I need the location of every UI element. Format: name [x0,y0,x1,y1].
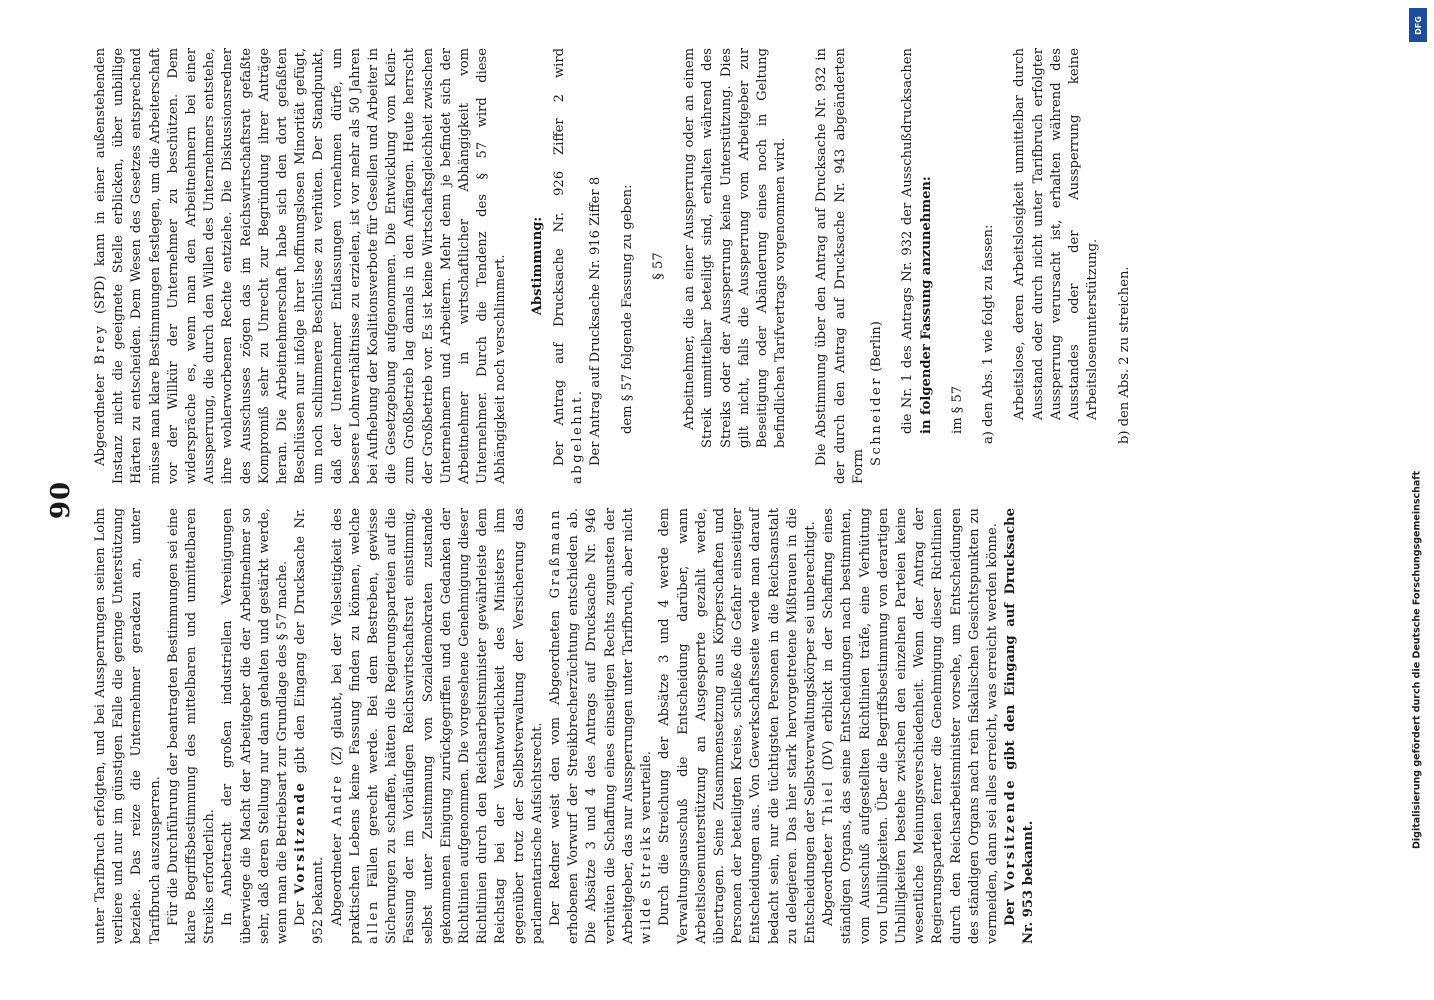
emphasis: in folgender Fassung anzunehmen: [918,176,934,434]
paragraph: unter Tarifbruch erfolgten, und bei Aussperrungen seinen Lohn verliere und nur im günstigen Falle die geringe Unterstützung beziehe. Das reize die Unternehmer geradezu an, unter Tarifbruch auszusperren. [93,508,163,944]
caption-text: Digitalisierung gefördert durch die Deutsche Forschungsgemeinschaft [1411,471,1423,849]
speaker-name: Thiel [821,779,837,826]
text: Abgeordneter [93,374,108,466]
paragraph [1002,508,1038,944]
paragraph: Durch die Streichung der Absätze 3 und 4 werde dem Verwaltungsausschuß die Entscheidung darüber, wann Arbeitslosenunterstützung an Ausgesperrte gezahlt werde, übertragen. Seine Zusammensetzung aus Körperschaften und Personen der beteiligten Kreise, schließe die Gefahr einseitiger Entscheidungen aus. Von Gewerkschaftsseite werde man darauf bedacht sein, nur die tüchtigsten Personen in die Reichsanstalt zu delegieren. Das hier stark hervorgetretene Mißtrauen in die Entscheidungen der Selbstverwaltungskörper sei unberechtigt. [657,508,818,944]
speaker-name: Vorsitzende [293,780,309,894]
spacer [511,48,521,484]
paragraph: Der Antrag auf Drucksache Nr. 916 Ziffer 8 [588,176,604,466]
text: verurteile. [639,750,655,821]
text: Fällen gerecht werde. Bei dem Bestreben, gewisse Sicherungen zu schaffen, hätten die Regierungsparteien auf die Fassung der im Vorläufigen Reichswirtschaftsrat einstimmig, selbst unter Zustimmung von Sozialdemokraten zustande gekommenen Einigung zurückgegriffen und den Gedanken der Richtlinien aufgenommen. Die vorgesehene Genehmigung dieser Richtlinien durch den Reichsarbeitsminister gewährleiste dem Reichstag bei der Verantwortlichkeit des Ministers ihm gegenüber trotz der Selbstverwaltung der Versicherung das parlamentarische Aufsichtsrecht. [366,508,545,944]
paragraph: Die Abstimmung über den Antrag auf Drucksache Nr. 932 in der durch den Antrag auf Drucksache Nr. 943 abgeänderten Form [814,48,866,484]
section-heading: Abstimmung: [529,216,545,316]
left-column [92,508,1039,944]
section-mark: § 57 [650,252,666,280]
text: (Z) glaubt, bei der Vielseitigkeit des praktischen Lebens keine Fassung finden zu können, welche [329,508,363,944]
spacer [803,48,813,484]
speaker-name: Graßmann [548,508,564,599]
paragraph [868,48,886,484]
page-number: 90 [46,480,76,520]
emphasis: allen [366,899,382,944]
text: die Nr. 1 des Antrags Nr. 932 der Ausschußdrucksachen [900,48,916,434]
speaker-name: Brey [93,323,108,365]
law-text: Arbeitnehmer, die an einer Aussperrung oder an einem Streik unmittelbar beteiligt sind, erhalten während des Streiks oder der Aussperrung keine Unterstützung. Dies gilt nicht, falls die Aussperrung vom Arbeitgeber zur Beseitigung oder Abänderung eines noch in Geltung befindlichen Tarifvertrags vorgenommen wird. [682,48,789,448]
text: (DV) erblickt in der Schaffung eines ständigen Organs, das seine Entscheidungen nach bestimmten, vom Ausschuß aufgestellten Richtlinien träfe, eine Verhütung von Unbilligkeiten. Über die Begriffsbestimmung von derartigen Unbilligkeiten bestehe zwischen den einzelnen Parteien keine wesentliche Meinungsverschiedenheit. Wenn der Antrag der Regierungsparteien ferner die Genehmigung dieser Richtlinien durch den Reichsarbeitsminister vorsehe, um Entscheidungen des ständigen Organs nach rein fiskalischen Gesichtspunkten zu vermeiden, dann sei alles erreicht, was erreicht werden könne. [821,508,1000,944]
speaker-name: Schneider [869,376,885,466]
text: Der [1003,899,1019,926]
text: (Berlin) [869,321,885,372]
list-item: a) den Abs. 1 wie folgt zu fassen: [981,224,997,444]
text: gibt den Eingang der Drucksache Nr. 952 bekannt. [293,508,327,944]
text: Abgeordneter [329,834,345,926]
emphasis: abgelehnt. [570,388,586,484]
paragraph [92,48,511,484]
paragraph [292,508,328,944]
paragraph [329,508,547,944]
text: Der [293,901,309,926]
dfg-logo-icon [1409,8,1427,42]
watermark-strip [1400,0,1434,1000]
speaker-name: Andre [329,773,345,827]
paragraph: In Anbetracht der großen industriellen Vereinigungen überwiege die Macht der Arbeitgeber die der Arbeitnehmer so sehr, daß deren Stellung nur dann gehalten und gestärkt werde, wenn man die Betriebsart zur Grundlage des § 57 mache. [220,508,291,944]
paragraph [551,48,587,484]
logo-text: DFG [1413,15,1423,35]
list-item-body: Arbeitslose, deren Arbeitslosigkeit unmittelbar durch Ausstand oder durch nicht unter Tarifbruch erfolgter Aussperrung verursacht ist, erhalten während des Ausstandes oder der Aussperrung keine Arbeitslosenunterstützung. [1012,48,1101,420]
text: gibt den Eingang auf Drucksache Nr. 953 bekannt. [1003,508,1037,944]
list-item: b) den Abs. 2 zu streichen. [1116,266,1132,444]
paragraph [820,508,1002,944]
text: Abgeordneter [821,834,837,926]
paragraph [899,48,935,434]
paragraph: dem § 57 folgende Fassung zu geben: [619,184,635,434]
speaker-name: Vorsitzende [1003,777,1019,892]
text: erhobenen Vorwurf der Streikbrecherzüchtung entschieden ab. Die Absätze 3 und 4 des Antrags auf Drucksache Nr. 946 verhüten die Schaffung eines einseitigen Rechts zugunsten der Arbeitgeber, das nur Aussperrungen unter Tarifbruch, aber nicht [566,508,636,944]
emphasis: wilde Streiks [639,824,655,944]
text: Der Antrag auf Drucksache Nr. 926 Ziffer 2 wird [551,48,567,466]
watermark-caption [1408,360,1426,960]
paragraph [547,508,656,944]
right-column [92,48,1147,484]
paragraph: Für die Durchführung der beantragten Bestimmungen sei eine klare Begriffsbestimmung des mittelbaren und unmittelbaren Streiks erforderlich. [165,508,218,944]
text: (SPD) kann in einer außenstehenden Instanz nicht die geeignete Stelle erblicken, über unbillige Härten zu entscheiden. Dem Wesen des Gesetzes entsprechend müsse man klare Bestimmungen festlegen, um die Arbeiterschaft vor der Willkür der Unternehmer zu beschützen. Dem widerspräche es, wenn man den Arbeitnehmern bei einer Aussperrung, die durch den Willen des Unternehmers entstehe, ihre wohlerworbenen Rechte entziehe. Die Diskussionsredner des Ausschusses zögen das im Reichswirtschaftsrat gefaßte Kompromiß sehr zu Unrecht zur Begründung ihrer Anträge heran. Die Arbeitnehmerschaft habe sich den dort gefaßten Beschlüssen nur infolge ihrer hoffnungslosen Minorität gefügt, um noch schlimmere Beschlüsse zu verhüten. Der Standpunkt, daß der Unternehmer Entlassungen vornehmen dürfe, um bessere Lohnverhältnisse zu erzielen, ist vor mehr als 50 Jahren bei Aufhebung der Koalitionsverbote für Gesellen und Arbeiter in die Gesetzgebung aufgenommen. Die Entwicklung vom Klein- zum Großbetrieb lag damals in den Anfängen. Heute herrscht der Großbetrieb vor. Es ist keine Wirtschaftsgleichheit zwischen Unternehmern und Arbeitern. Mehr denn je befindet sich der Arbeitnehmer in wirtschaftlicher Abhängigkeit vom Unternehmer. Durch die Tendenz des § 57 wird diese Abhängigkeit noch verschlimmert. [93,47,509,484]
text: Der Redner weist den vom Abgeordneten [548,610,564,926]
paragraph: im § 57 [949,385,965,434]
